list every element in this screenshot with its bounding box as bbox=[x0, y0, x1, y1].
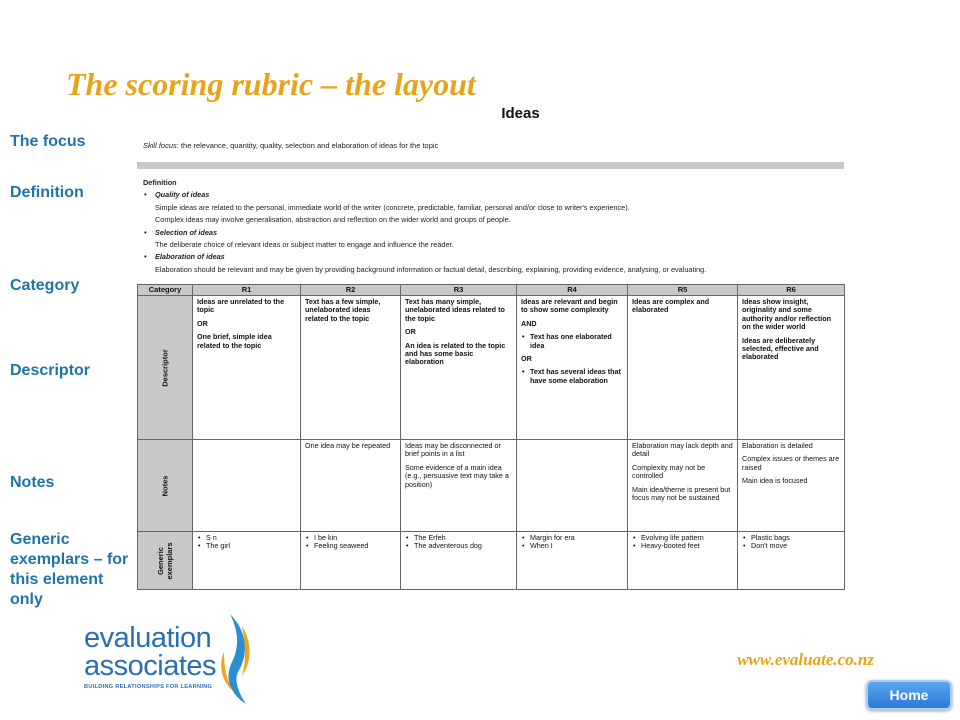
exemplars-r6: • Plastic bags • Don't move bbox=[738, 532, 845, 590]
definition-block bbox=[143, 177, 843, 276]
skill-focus-text: : the relevance, quantity, quality, selection and elaboration of ideas for the topic bbox=[176, 141, 439, 150]
exemplars-r3: • The Erfeh • The adventerous dog bbox=[401, 532, 517, 590]
quality-line-2: Complex ideas may involve generalisation, abstraction and reflection on the wider world and groups of people. bbox=[155, 215, 511, 225]
table-header-row bbox=[138, 285, 845, 296]
header-category: Category bbox=[138, 285, 193, 296]
skill-focus bbox=[143, 141, 438, 150]
descriptor-r5: Ideas are complex and elaborated bbox=[628, 296, 738, 440]
row-label-exemplars: Generic exemplars bbox=[138, 532, 193, 590]
notes-r5: Elaboration may lack depth and detail Complexity may not be controlled Main idea/theme is present but focus may not be sustained bbox=[628, 440, 738, 532]
notes-r1 bbox=[193, 440, 301, 532]
descriptor-r2: Text has a few simple, unelaborated ideas related to the topic bbox=[301, 296, 401, 440]
flame-icon bbox=[216, 612, 256, 707]
descriptor-r4: Ideas are relevant and begin to show some complexity AND • Text has one elaborated idea OR • Text has several ideas that have some elaboration bbox=[517, 296, 628, 440]
slide-title: The scoring rubric – the layout bbox=[66, 66, 476, 102]
quality-line-1: Simple ideas are related to the personal, immediate world of the writer (concrete, predictable, familiar, personal and/or close to writer's experience). bbox=[155, 202, 630, 212]
header-r6: R6 bbox=[738, 285, 845, 296]
selection-line: The deliberate choice of relevant ideas or subject matter to engage and influence the reader. bbox=[155, 240, 454, 250]
header-r4: R4 bbox=[517, 285, 628, 296]
table-row-exemplars bbox=[138, 532, 845, 590]
elaboration-line: Elaboration should be relevant and may be given by providing background information or factual detail, describing, explaining, providing evidence, analysing, or evaluating. bbox=[155, 264, 707, 274]
label-focus: The focus bbox=[10, 133, 86, 150]
logo-tagline: BUILDING RELATIONSHIPS FOR LEARNING bbox=[84, 684, 213, 690]
exemplars-r5: • Evolving life pattern • Heavy-booted feet bbox=[628, 532, 738, 590]
document-title: Ideas bbox=[501, 105, 540, 122]
selection-heading: • Selection of ideas bbox=[143, 227, 843, 239]
rubric-table bbox=[137, 284, 845, 590]
notes-r6: Elaboration is detailed Complex issues or themes are raised Main idea is focused bbox=[738, 440, 845, 532]
notes-r2: One idea may be repeated bbox=[301, 440, 401, 532]
website-url[interactable]: www.evaluate.co.nz bbox=[737, 650, 874, 669]
definition-heading: Definition bbox=[143, 178, 177, 187]
descriptor-r1: Ideas are unrelated to the topic OR One brief, simple idea related to the topic bbox=[193, 296, 301, 440]
row-label-notes: Notes bbox=[138, 440, 193, 532]
exemplars-r2: • I be kin • Feeling seaweed bbox=[301, 532, 401, 590]
table-row-descriptor bbox=[138, 296, 845, 440]
logo-word-2: associates bbox=[84, 650, 217, 682]
divider-bar bbox=[137, 162, 844, 169]
evaluation-associates-logo bbox=[84, 612, 254, 712]
skill-focus-label: Skill focus bbox=[143, 141, 177, 150]
table-row-notes bbox=[138, 440, 845, 532]
label-descriptor: Descriptor bbox=[10, 362, 91, 379]
label-exemplars: Generic exemplars – for this element only bbox=[10, 531, 129, 608]
notes-r3: Ideas may be disconnected or brief points in a list Some evidence of a main idea (e.g., persuasive text may take a position) bbox=[401, 440, 517, 532]
logo-word-1: evaluation bbox=[84, 622, 212, 654]
header-r1: R1 bbox=[193, 285, 301, 296]
rubric-document bbox=[137, 105, 844, 580]
exemplars-r4: • Margin for era • When I bbox=[517, 532, 628, 590]
notes-r4 bbox=[517, 440, 628, 532]
descriptor-r6: Ideas show insight, originality and some authority and/or reflection on the wider world Ideas are deliberately selected, effective and elaborated bbox=[738, 296, 845, 440]
elaboration-heading: • Elaboration of ideas bbox=[143, 251, 843, 263]
row-label-descriptor: Descriptor bbox=[138, 296, 193, 440]
label-notes: Notes bbox=[10, 474, 55, 491]
label-definition: Definition bbox=[10, 184, 84, 201]
home-button[interactable]: Home bbox=[866, 680, 952, 710]
header-r2: R2 bbox=[301, 285, 401, 296]
label-category: Category bbox=[10, 277, 80, 294]
header-r3: R3 bbox=[401, 285, 517, 296]
quality-heading: • Quality of ideas bbox=[143, 189, 843, 201]
header-r5: R5 bbox=[628, 285, 738, 296]
descriptor-r3: Text has many simple, unelaborated ideas related to the topic OR An idea is related to the topic and has some basic elaboration bbox=[401, 296, 517, 440]
exemplars-r1: • S n • The girl bbox=[193, 532, 301, 590]
